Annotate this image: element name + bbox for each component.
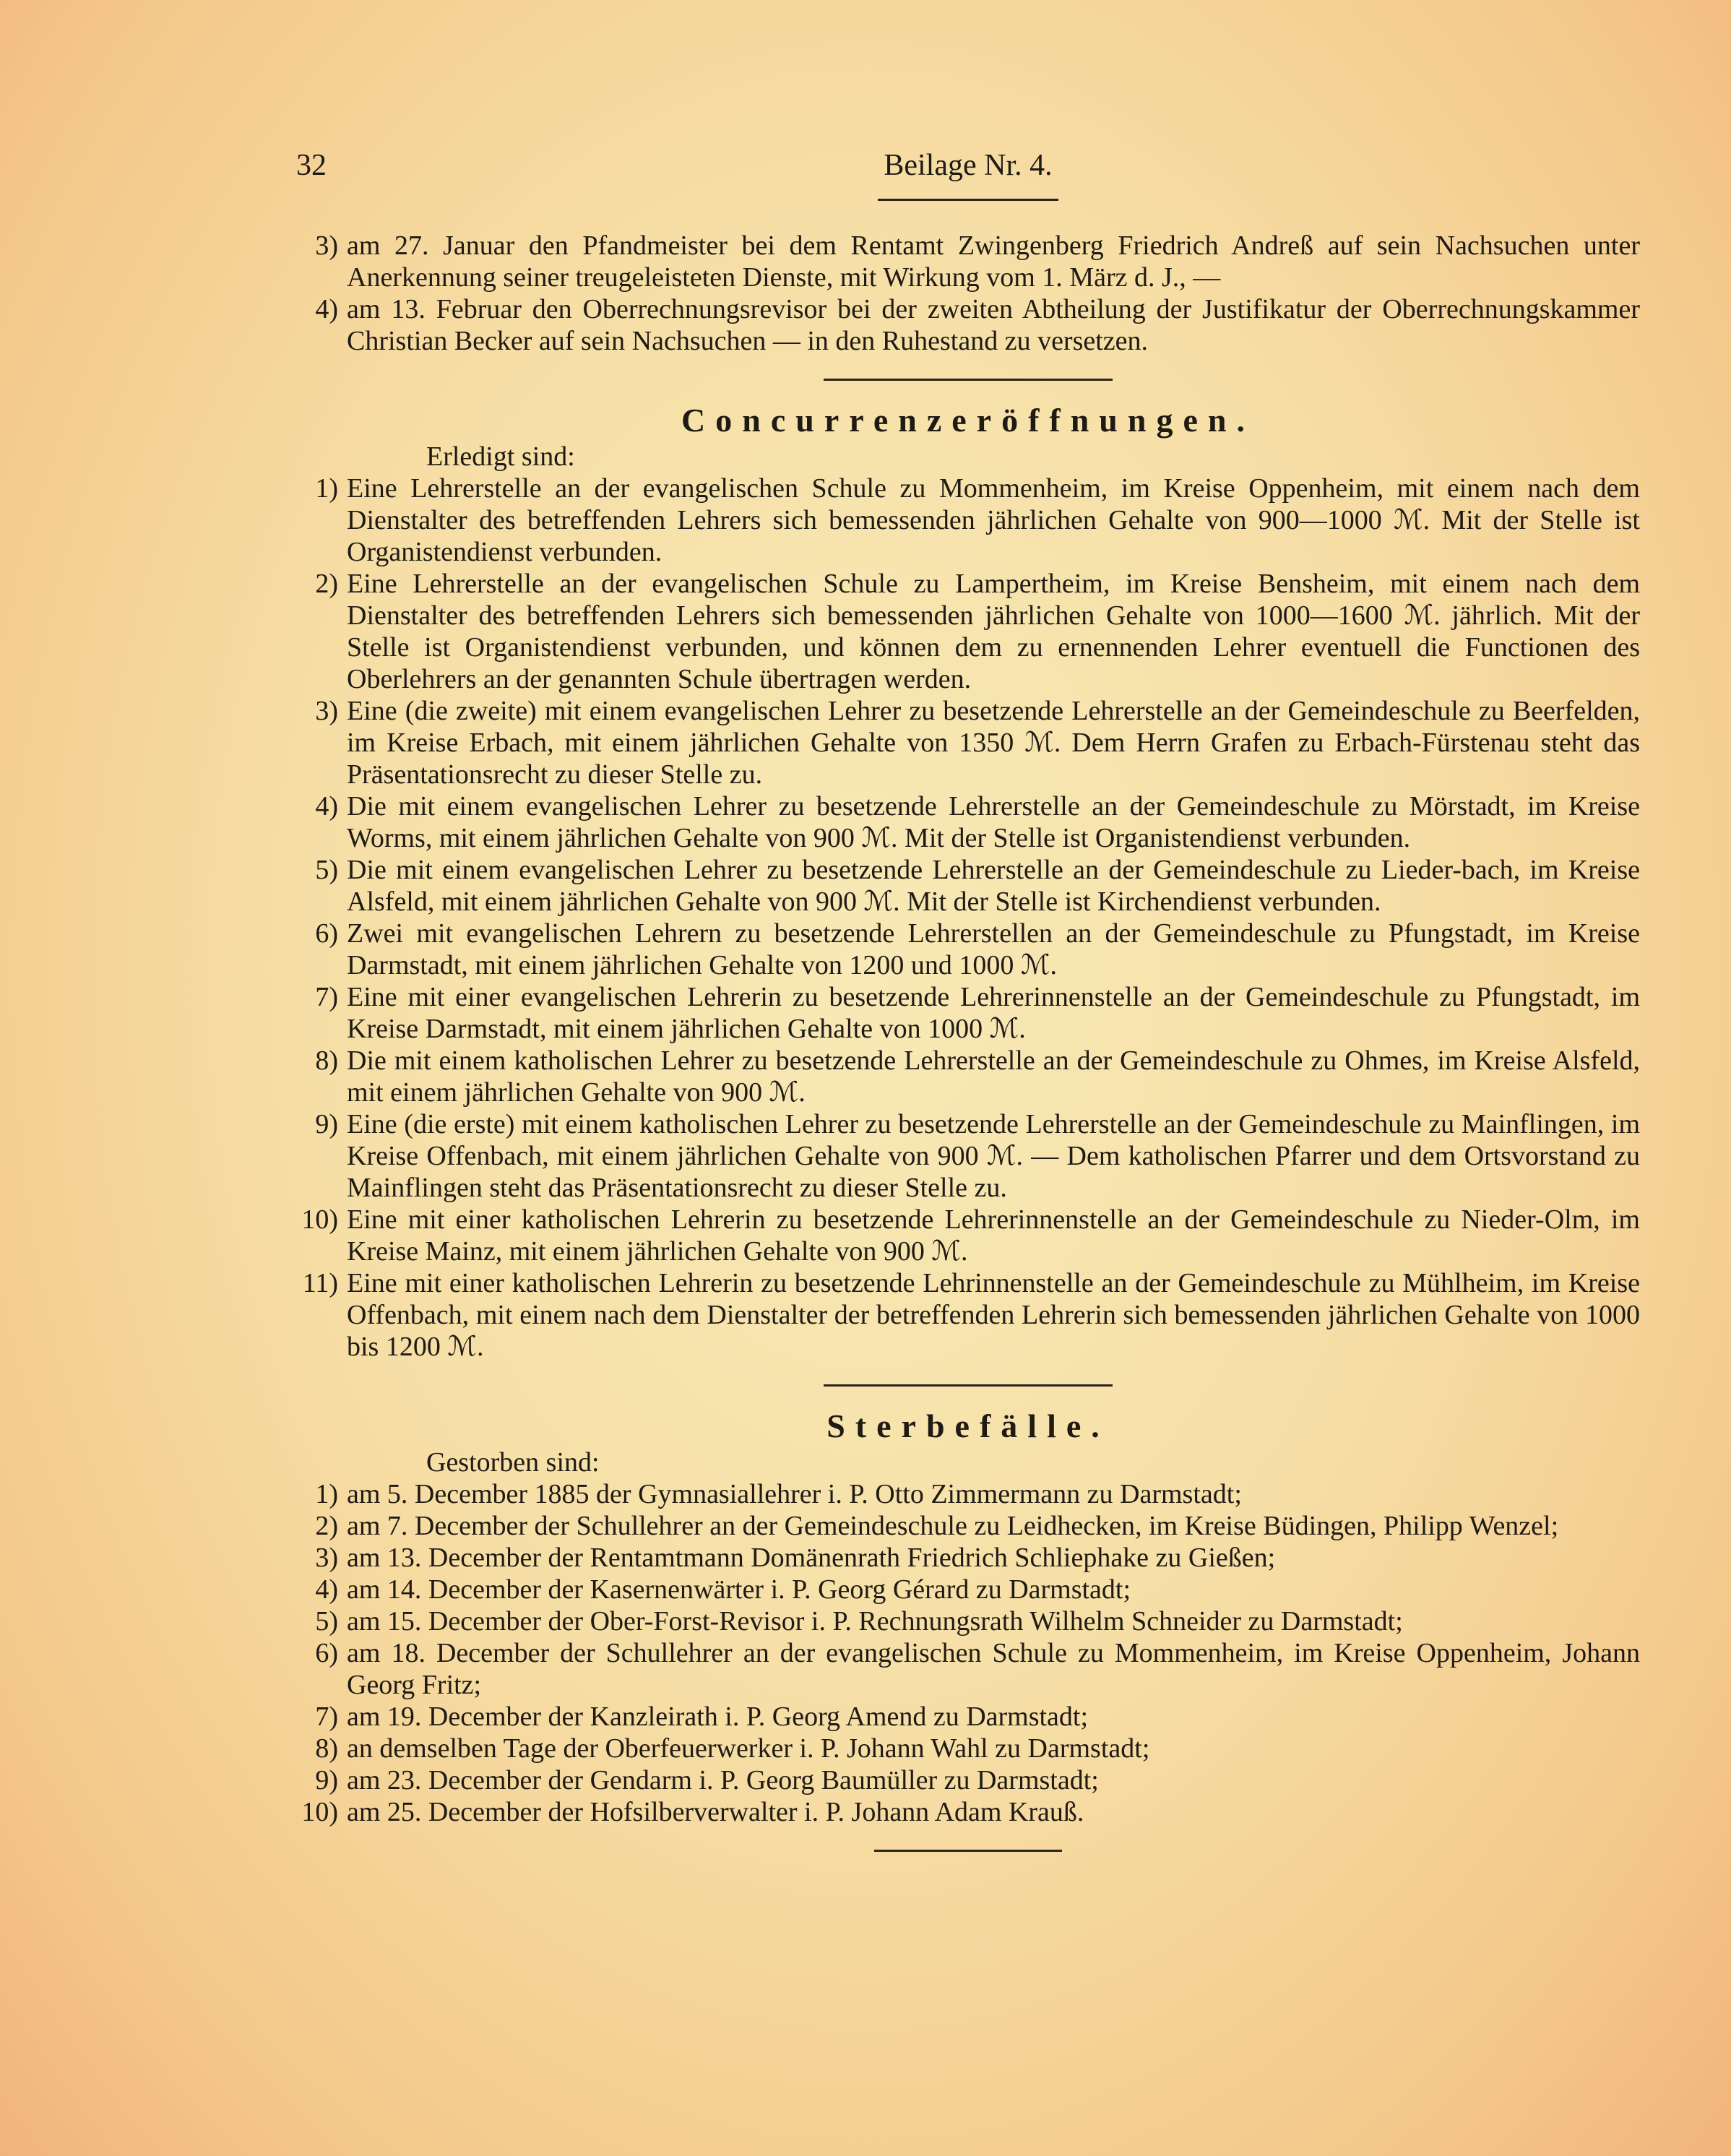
item-text: am 15. December der Ober-Forst-Revisor i. P. Rechnungsrath Wilhelm Schneider zu Darmstadt; [347,1606,1403,1637]
item-number: 9) [315,1765,338,1795]
item-number: 1) [315,473,338,504]
list-item [296,1701,1640,1733]
list-item [296,1733,1640,1764]
item-number: 9) [315,1109,338,1139]
list-item [296,1204,1640,1267]
vacancy-list [296,473,1640,1363]
running-title: Beilage Nr. 4. [884,149,1053,182]
item-number: 5) [315,855,338,885]
section-intro: Gestorben sind: [426,1447,600,1478]
item-text: Eine Lehrerstelle an der evangelischen Schule zu Mommenheim, im Kreise Oppenheim, mit einem nach dem Dienstalter des betreffenden Lehrers sich bemessenden jährlichen Gehalte von 900—1000 ℳ. Mit der Stelle ist Organistendienst verbunden. [347,473,1640,567]
item-text: am 5. December 1885 der Gymnasiallehrer i. P. Otto Zimmermann zu Darmstadt; [347,1479,1242,1509]
item-number: 3) [315,230,338,261]
item-text: Eine (die zweite) mit einem evangelischen Lehrer zu besetzende Lehrerstelle an der Gemeindeschule zu Beerfelden, im Kreise Erbach, mit einem jährlichen Gehalte von 1350 ℳ. Dem Herrn Grafen zu Erbach-Fürstenau steht das Präsentationsrecht zu dieser Stelle zu. [347,696,1640,790]
item-number: 4) [315,294,338,324]
list-item [296,1478,1640,1510]
header-rule [878,199,1058,201]
item-number: 10) [301,1797,338,1827]
item-text: am 19. December der Kanzleirath i. P. Georg Amend zu Darmstadt; [347,1702,1089,1732]
item-number: 6) [315,918,338,949]
list-item [296,473,1640,568]
item-text: am 13. December der Rentamtmann Domänenrath Friedrich Schliephake zu Gießen; [347,1543,1276,1573]
document-page [296,148,1640,1872]
item-number: 8) [315,1045,338,1076]
item-text: Eine Lehrerstelle an der evangelischen Schule zu Lampertheim, im Kreise Bensheim, mit einem nach dem Dienstalter des betreffenden Lehrers sich bemessenden jährlichen Gehalte von 1000—1600 ℳ. jährlich. Mit der Stelle ist Organistendienst verbunden, und können dem zu ernennenden Lehrer eventuell die Functionen des Oberlehrers an der genannten Schule übertragen werden. [347,569,1640,694]
list-item [296,1510,1640,1542]
item-text: am 13. Februar den Oberrechnungsrevisor bei der zweiten Abtheilung der Justifikatur der Oberrechnungskammer Christian Becker auf sein Nachsuchen — in den Ruhestand zu versetzen. [347,294,1640,356]
item-text: Eine (die erste) mit einem katholischen Lehrer zu besetzende Lehrerstelle an der Gemeindeschule zu Mainflingen, im Kreise Offenbach, mit einem jährlichen Gehalte von 900 ℳ. — Dem katholischen Pfarrer und dem Ortsvorstand zu Mainflingen steht das Präsentationsrecht zu dieser Stelle zu. [347,1109,1640,1203]
item-number: 10) [301,1204,338,1235]
item-text: am 18. December der Schullehrer an der evangelischen Schule zu Mommenheim, im Kreise Oppenheim, Johann Georg Fritz; [347,1638,1640,1700]
list-item [296,1108,1640,1204]
list-item [296,1764,1640,1796]
section-divider [824,379,1113,381]
section-title-deaths: Sterbefälle. [826,1407,1110,1444]
item-number: 3) [315,696,338,726]
item-text: Eine mit einer katholischen Lehrerin zu besetzende Lehrinnenstelle an der Gemeindeschule zu Mühlheim, im Kreise Offenbach, mit einem nach dem Dienstalter der betreffenden Lehrerin sich bemessenden jährlichen Gehalte von 1000 bis 1200 ℳ. [347,1268,1640,1362]
item-number: 7) [315,982,338,1012]
item-number: 7) [315,1702,338,1732]
item-text: am 25. December der Hofsilberverwalter i. P. Johann Adam Krauß. [347,1797,1084,1827]
list-item [296,293,1640,357]
item-number: 6) [315,1638,338,1668]
item-number: 2) [315,569,338,599]
list-item [296,1574,1640,1605]
section-intro: Erledigt sind: [426,441,575,472]
list-item [296,1267,1640,1363]
pension-list [296,230,1640,357]
item-text: Die mit einem katholischen Lehrer zu besetzende Lehrerstelle an der Gemeindeschule zu Ohmes, im Kreise Alsfeld, mit einem jährlichen Gehalte von 900 ℳ. [347,1045,1640,1108]
item-text: Zwei mit evangelischen Lehrern zu besetzende Lehrerstellen an der Gemeindeschule zu Pfungstadt, im Kreise Darmstadt, mit einem jährlichen Gehalte von 1200 und 1000 ℳ. [347,918,1640,980]
item-text: Die mit einem evangelischen Lehrer zu besetzende Lehrerstelle an der Gemeindeschule zu Lieder-bach, im Kreise Alsfeld, mit einem jährlichen Gehalte von 900 ℳ. Mit der Stelle ist Kirchendienst verbunden. [347,855,1640,917]
item-number: 3) [315,1543,338,1573]
page-number: 32 [296,149,327,182]
item-number: 4) [315,791,338,822]
list-item [296,1796,1640,1828]
item-text: an demselben Tage der Oberfeuerwerker i. P. Johann Wahl zu Darmstadt; [347,1733,1150,1764]
list-item [296,918,1640,981]
item-text: Die mit einem evangelischen Lehrer zu besetzende Lehrerstelle an der Gemeindeschule zu Mörstadt, im Kreise Worms, mit einem jährlichen Gehalte von 900 ℳ. Mit der Stelle ist Organistendienst verbunden. [347,791,1640,853]
item-text: am 14. December der Kasernenwärter i. P. Georg Gérard zu Darmstadt; [347,1574,1131,1605]
list-item [296,695,1640,790]
list-item [296,790,1640,854]
item-number: 1) [315,1479,338,1509]
list-item [296,1045,1640,1108]
list-item [296,854,1640,918]
list-item [296,568,1640,695]
end-divider [874,1850,1062,1852]
section-title-vacancies: Concurrenzeröffnungen. [681,402,1255,439]
item-number: 5) [315,1606,338,1637]
item-text: Eine mit einer katholischen Lehrerin zu besetzende Lehrerinnenstelle an der Gemeindeschule zu Nieder-Olm, im Kreise Mainz, mit einem jährlichen Gehalte von 900 ℳ. [347,1204,1640,1267]
list-item [296,1605,1640,1637]
section-divider [824,1384,1113,1387]
list-item [296,1542,1640,1574]
item-text: am 7. December der Schullehrer an der Gemeindeschule zu Leidhecken, im Kreise Büdingen, Philipp Wenzel; [347,1511,1559,1541]
item-number: 8) [315,1733,338,1764]
page-header [296,148,1640,191]
item-text: am 27. Januar den Pfandmeister bei dem Rentamt Zwingenberg Friedrich Andreß auf sein Nachsuchen unter Anerkennung seiner treugeleisteten Dienste, mit Wirkung vom 1. März d. J., — [347,230,1640,293]
list-item [296,230,1640,293]
item-text: Eine mit einer evangelischen Lehrerin zu besetzende Lehrerinnenstelle an der Gemeindeschule zu Pfungstadt, im Kreise Darmstadt, mit einem jährlichen Gehalte von 1000 ℳ. [347,982,1640,1044]
item-number: 4) [315,1574,338,1605]
item-number: 11) [302,1268,338,1298]
death-list [296,1478,1640,1828]
list-item [296,1637,1640,1701]
item-text: am 23. December der Gendarm i. P. Georg Baumüller zu Darmstadt; [347,1765,1099,1795]
list-item [296,981,1640,1045]
item-number: 2) [315,1511,338,1541]
